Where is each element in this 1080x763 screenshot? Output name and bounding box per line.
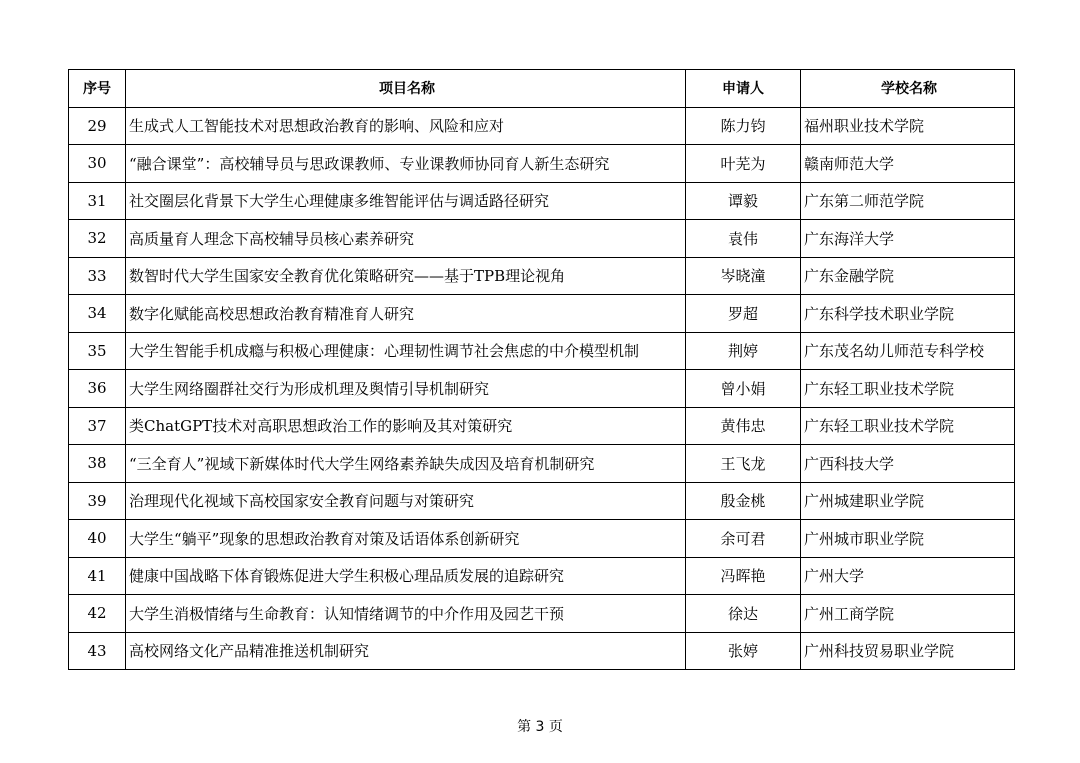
cell-applicant: 余可君 xyxy=(686,520,801,558)
cell-school: 广西科技大学 xyxy=(801,445,1015,483)
table-row xyxy=(69,220,1015,258)
cell-school: 广州城市职业学院 xyxy=(801,520,1015,558)
table-row xyxy=(69,445,1015,483)
cell-name: 健康中国战略下体育锻炼促进大学生积极心理品质发展的追踪研究 xyxy=(126,557,686,595)
cell-school: 广州工商学院 xyxy=(801,595,1015,633)
cell-applicant: 荆婷 xyxy=(686,332,801,370)
cell-no: 29 xyxy=(69,107,126,145)
cell-no: 37 xyxy=(69,407,126,445)
cell-no: 43 xyxy=(69,632,126,670)
cell-applicant: 岑晓潼 xyxy=(686,257,801,295)
table-body xyxy=(69,107,1015,670)
cell-applicant: 陈力钧 xyxy=(686,107,801,145)
cell-name: 类ChatGPT技术对高职思想政治工作的影响及其对策研究 xyxy=(126,407,686,445)
cell-no: 40 xyxy=(69,520,126,558)
cell-applicant: 张婷 xyxy=(686,632,801,670)
cell-no: 35 xyxy=(69,332,126,370)
table-row xyxy=(69,182,1015,220)
cell-no: 41 xyxy=(69,557,126,595)
cell-school: 福州职业技术学院 xyxy=(801,107,1015,145)
cell-no: 34 xyxy=(69,295,126,333)
header-school: 学校名称 xyxy=(801,70,1015,108)
cell-name: 大学生“躺平”现象的思想政治教育对策及话语体系创新研究 xyxy=(126,520,686,558)
cell-applicant: 罗超 xyxy=(686,295,801,333)
cell-school: 广东茂名幼儿师范专科学校 xyxy=(801,332,1015,370)
cell-name: “融合课堂”：高校辅导员与思政课教师、专业课教师协同育人新生态研究 xyxy=(126,145,686,183)
table-row xyxy=(69,482,1015,520)
cell-school: 广州大学 xyxy=(801,557,1015,595)
table-row xyxy=(69,595,1015,633)
cell-school: 广州城建职业学院 xyxy=(801,482,1015,520)
project-table xyxy=(68,69,1015,670)
cell-name: 高质量育人理念下高校辅导员核心素养研究 xyxy=(126,220,686,258)
cell-applicant: 曾小娟 xyxy=(686,370,801,408)
table-row xyxy=(69,257,1015,295)
cell-name: 大学生网络圈群社交行为形成机理及舆情引导机制研究 xyxy=(126,370,686,408)
header-applicant: 申请人 xyxy=(686,70,801,108)
header-no: 序号 xyxy=(69,70,126,108)
cell-school: 广东轻工职业技术学院 xyxy=(801,370,1015,408)
cell-applicant: 王飞龙 xyxy=(686,445,801,483)
cell-no: 39 xyxy=(69,482,126,520)
header-name: 项目名称 xyxy=(126,70,686,108)
cell-name: 大学生智能手机成瘾与积极心理健康：心理韧性调节社会焦虑的中介模型机制 xyxy=(126,332,686,370)
cell-applicant: 谭毅 xyxy=(686,182,801,220)
table-row xyxy=(69,145,1015,183)
cell-school: 赣南师范大学 xyxy=(801,145,1015,183)
cell-name: 大学生消极情绪与生命教育：认知情绪调节的中介作用及园艺干预 xyxy=(126,595,686,633)
cell-no: 32 xyxy=(69,220,126,258)
table-row xyxy=(69,632,1015,670)
cell-applicant: 徐达 xyxy=(686,595,801,633)
cell-applicant: 叶芜为 xyxy=(686,145,801,183)
cell-school: 广东海洋大学 xyxy=(801,220,1015,258)
cell-no: 33 xyxy=(69,257,126,295)
table-row xyxy=(69,407,1015,445)
table-row xyxy=(69,107,1015,145)
table-header-row xyxy=(69,70,1015,108)
cell-applicant: 黄伟忠 xyxy=(686,407,801,445)
table-row xyxy=(69,370,1015,408)
cell-name: 治理现代化视域下高校国家安全教育问题与对策研究 xyxy=(126,482,686,520)
cell-school: 广东金融学院 xyxy=(801,257,1015,295)
cell-school: 广东科学技术职业学院 xyxy=(801,295,1015,333)
table-row xyxy=(69,332,1015,370)
table-row xyxy=(69,295,1015,333)
cell-name: “三全育人”视域下新媒体时代大学生网络素养缺失成因及培育机制研究 xyxy=(126,445,686,483)
cell-name: 数智时代大学生国家安全教育优化策略研究——基于TPB理论视角 xyxy=(126,257,686,295)
cell-name: 社交圈层化背景下大学生心理健康多维智能评估与调适路径研究 xyxy=(126,182,686,220)
table-row xyxy=(69,520,1015,558)
cell-no: 36 xyxy=(69,370,126,408)
cell-applicant: 袁伟 xyxy=(686,220,801,258)
cell-name: 高校网络文化产品精准推送机制研究 xyxy=(126,632,686,670)
table-row xyxy=(69,557,1015,595)
cell-applicant: 殷金桃 xyxy=(686,482,801,520)
cell-school: 广州科技贸易职业学院 xyxy=(801,632,1015,670)
cell-school: 广东第二师范学院 xyxy=(801,182,1015,220)
cell-applicant: 冯晖艳 xyxy=(686,557,801,595)
cell-no: 38 xyxy=(69,445,126,483)
cell-no: 31 xyxy=(69,182,126,220)
cell-name: 生成式人工智能技术对思想政治教育的影响、风险和应对 xyxy=(126,107,686,145)
cell-school: 广东轻工职业技术学院 xyxy=(801,407,1015,445)
cell-no: 42 xyxy=(69,595,126,633)
cell-name: 数字化赋能高校思想政治教育精准育人研究 xyxy=(126,295,686,333)
page-number: 第 3 页 xyxy=(517,719,563,735)
cell-no: 30 xyxy=(69,145,126,183)
